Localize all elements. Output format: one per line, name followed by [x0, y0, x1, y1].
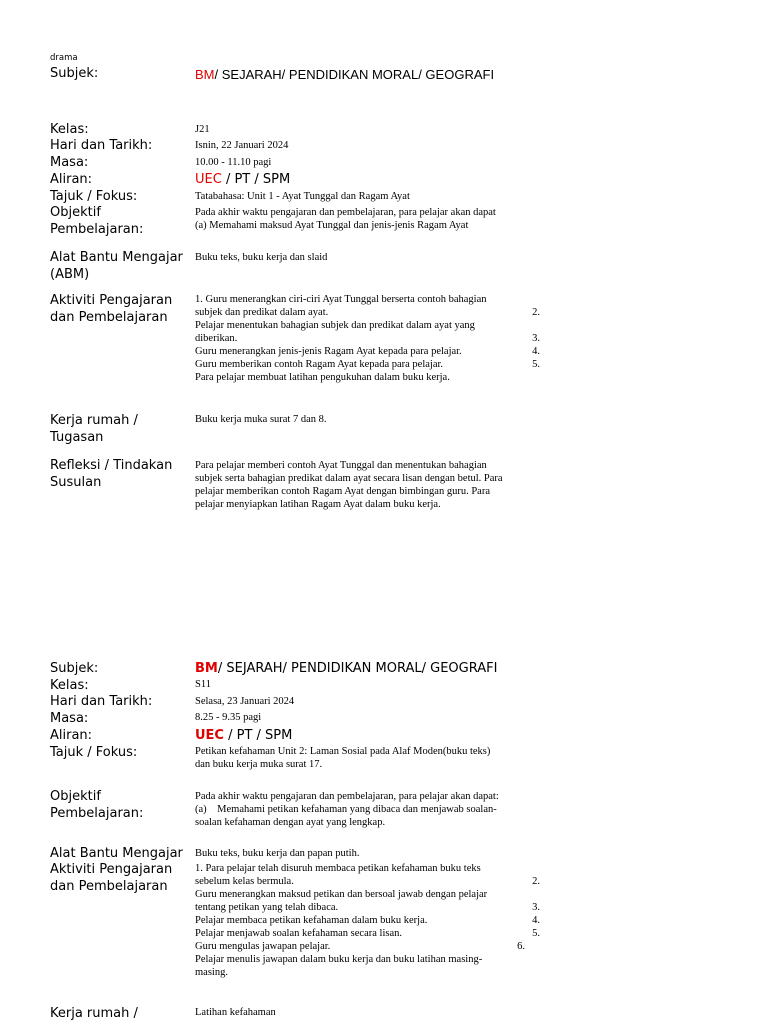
- masa-value: 8.25 - 9.35 pagi: [195, 712, 262, 723]
- kelas-label: Kelas:: [50, 122, 89, 137]
- aktiviti-line: Para pelajar membuat latihan pengukuhan dalam buku kerja.: [195, 372, 450, 383]
- subject-bm: BM: [195, 67, 215, 82]
- tarikh-value: Isnin, 22 Januari 2024: [195, 140, 289, 151]
- aktiviti-list: [195, 293, 540, 384]
- aktiviti-line: 1. Guru menerangkan ciri-ciri Ayat Tunggal berserta contoh bahagian: [195, 294, 487, 305]
- tajuk-value: Petikan kefahaman Unit 2: Laman Sosial pada Alaf Moden(buku teks) dan buku kerja muka surat 17.: [195, 746, 491, 770]
- kelas-label: Kelas:: [50, 678, 89, 693]
- masa-value: 10.00 - 11.10 pagi: [195, 157, 272, 168]
- subject-value: [195, 67, 494, 82]
- objektif-value: Pada akhir waktu pengajaran dan pembelajaran, para pelajar akan dapat (a) Memahami maksud Ayat Tunggal dan jenis-jenis Ragam Ayat: [195, 207, 496, 231]
- subject-bm: BM: [195, 661, 218, 676]
- aliran-rest: / PT / SPM: [221, 172, 291, 187]
- aktiviti-line: Pelajar menentukan bahagian subjek dan predikat dalam ayat yang: [195, 320, 475, 331]
- header-note: drama: [50, 53, 78, 63]
- aktiviti-line: subjek dan predikat dalam ayat. 2.: [195, 307, 540, 318]
- aktiviti-label: Aktiviti Pengajaran dan Pembelajaran: [50, 293, 173, 325]
- aktiviti-line: diberikan. 3.: [195, 333, 540, 344]
- abm-label: Alat Bantu Mengajar: [50, 846, 183, 861]
- refleksi-value: Para pelajar memberi contoh Ayat Tunggal dan menentukan bahagian subjek serta bahagian predikat dalam ayat secara lisan dengan betul. Para pelajar memberikan contoh Ragam Ayat dengan bimbingan guru. Para pelajar menyiapkan latihan Ragam Ayat dalam buku kerja.: [195, 460, 503, 510]
- aktiviti-list: [195, 862, 540, 979]
- aktiviti-label: Aktiviti Pengajaran dan Pembelajaran: [50, 862, 173, 894]
- aktiviti-line: Guru menerangkan jenis-jenis Ragam Ayat kepada para pelajar. 4.: [195, 346, 540, 357]
- aktiviti-line: tentang petikan yang telah dibaca. 3.: [195, 902, 540, 913]
- tarikh-label: Hari dan Tarikh:: [50, 138, 153, 153]
- kerja-value: Buku kerja muka surat 7 dan 8.: [195, 414, 327, 425]
- tarikh-label: Hari dan Tarikh:: [50, 694, 153, 709]
- subject-label: Subjek:: [50, 661, 99, 676]
- subject-rest: / SEJARAH/ PENDIDIKAN MORAL/ GEOGRAFI: [214, 67, 495, 82]
- aliran-value: [195, 728, 292, 743]
- kelas-value: S11: [195, 679, 211, 690]
- aktiviti-line: Guru memberikan contoh Ragam Ayat kepada para pelajar. 5.: [195, 359, 540, 370]
- aliran-uec: UEC: [195, 172, 222, 187]
- abm-value: Buku teks, buku kerja dan slaid: [195, 252, 328, 263]
- tajuk-label: Tajuk / Fokus:: [50, 189, 138, 204]
- aliran-value: [195, 172, 290, 187]
- aktiviti-line: Guru mengulas jawapan pelajar. 6.: [195, 941, 525, 952]
- aktiviti-line: Pelajar menulis jawapan dalam buku kerja dan buku latihan masing-: [195, 954, 483, 965]
- objektif-value: Pada akhir waktu pengajaran dan pembelajaran, para pelajar akan dapat: (a) Memahami petikan kefahaman yang dibaca dan menjawab soalan- soalan kefahaman dengan ayat yang lengkap.: [195, 791, 499, 828]
- aliran-label: Aliran:: [50, 172, 93, 187]
- abm-label: Alat Bantu Mengajar (ABM): [50, 250, 183, 282]
- refleksi-label: Refleksi / Tindakan Susulan: [50, 458, 173, 490]
- abm-value: Buku teks, buku kerja dan papan putih.: [195, 848, 360, 859]
- tarikh-value: Selasa, 23 Januari 2024: [195, 696, 295, 707]
- aktiviti-line: Pelajar menjawab soalan kefahaman secara lisan. 5.: [195, 928, 540, 939]
- masa-label: Masa:: [50, 155, 89, 170]
- kelas-value: J21: [195, 124, 210, 135]
- subject-value: [195, 661, 497, 676]
- tajuk-label: Tajuk / Fokus:: [50, 745, 138, 760]
- kerja-label: Kerja rumah /: [50, 1006, 138, 1021]
- objektif-label: Objektif Pembelajaran:: [50, 205, 144, 237]
- aktiviti-line: masing.: [195, 967, 228, 978]
- kerja-label: Kerja rumah / Tugasan: [50, 413, 138, 445]
- tajuk-value: Tatabahasa: Unit 1 - Ayat Tunggal dan Ragam Ayat: [195, 191, 410, 202]
- masa-label: Masa:: [50, 711, 89, 726]
- kerja-value: Latihan kefahaman: [195, 1007, 276, 1018]
- aktiviti-line: Guru menerangkan maksud petikan dan bersoal jawab dengan pelajar: [195, 889, 488, 900]
- aktiviti-line: Pelajar membaca petikan kefahaman dalam buku kerja. 4.: [195, 915, 540, 926]
- aliran-rest: / PT / SPM: [223, 728, 293, 743]
- aliran-label: Aliran:: [50, 728, 93, 743]
- aktiviti-line: 1. Para pelajar telah disuruh membaca petikan kefahaman buku teks: [195, 863, 481, 874]
- objektif-label: Objektif Pembelajaran:: [50, 789, 144, 821]
- subject-rest: / SEJARAH/ PENDIDIKAN MORAL/ GEOGRAFI: [217, 661, 498, 676]
- subject-label: Subjek:: [50, 66, 99, 81]
- aktiviti-line: sebelum kelas bermula. 2.: [195, 876, 540, 887]
- aliran-uec: UEC: [195, 728, 224, 743]
